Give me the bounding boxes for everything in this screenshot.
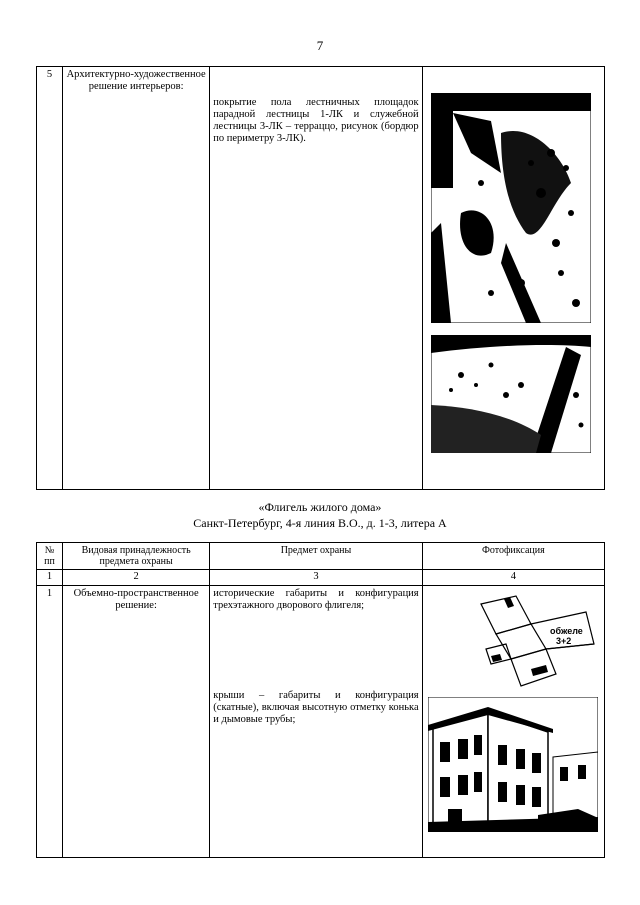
page-number: 7 (316, 38, 324, 53)
section-address: Санкт-Петербург, 4-я линия В.О., д. 1-3, литера А (193, 516, 447, 530)
courtyard-building-photo (428, 697, 598, 832)
protection-subject-dimensions: исторические габариты и конфигурация трехэтажного дворового флигеля; (213, 588, 419, 611)
header-photo: Фотофиксация (422, 543, 604, 570)
map-code-label: 3+2 (555, 636, 571, 646)
protection-subject: покрытие пола лестничных площадок парадной лестницы 1-ЛК и служебной лестницы 3-ЛК – терраццо, рисунок (бордюр по периметру 3-ЛК). (210, 67, 422, 490)
border-terrazzo-photo (431, 335, 591, 453)
protection-type: Архитектурно-художественное решение интерьеров: (63, 67, 210, 490)
photo-cell (422, 67, 604, 490)
photo-cell (422, 586, 604, 858)
row-number: 1 (37, 586, 63, 858)
protection-subject-cell (210, 586, 422, 858)
col-number: 4 (422, 570, 604, 586)
header-subject: Предмет охраны (210, 543, 422, 570)
protection-subject-roof: крыши – габариты и конфигурация (скатные), включая высотную отметку конька и дымовые трубы; (213, 690, 419, 725)
col-number: 3 (210, 570, 422, 586)
protection-type: Объемно-пространственное решение: (63, 586, 210, 858)
map-building-label: обжеле (549, 626, 583, 636)
header-num: № пп (37, 543, 63, 570)
row-number: 5 (37, 67, 63, 490)
protection-table-continued (36, 66, 605, 490)
site-plan-map (476, 594, 596, 689)
floor-terrazzo-photo (431, 93, 591, 323)
header-type: Видовая принадлежность предмета охраны (63, 543, 210, 570)
col-number: 2 (63, 570, 210, 586)
col-number: 1 (37, 570, 63, 586)
protection-table (36, 542, 605, 858)
section-title: «Флигель жилого дома» (258, 500, 382, 514)
